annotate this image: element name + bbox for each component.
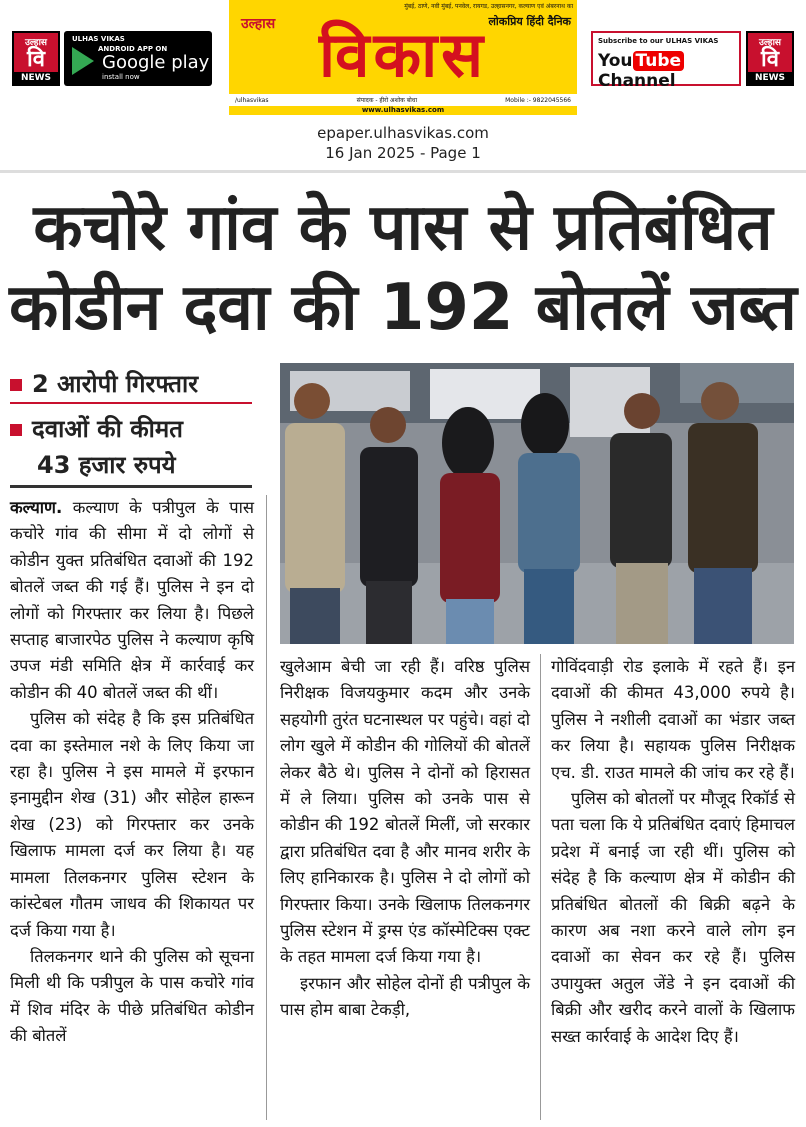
bullets-bottom-rule xyxy=(10,485,252,488)
column-2 xyxy=(280,654,530,1024)
masthead-cities: मुंबई, ठाणे, नवी मुंबई, पनवेल, रायगड, उल्हासनगर, कल्याण एवं अंबरनाथ का xyxy=(404,3,573,10)
column-divider xyxy=(266,495,267,1120)
app-install: install now xyxy=(102,73,140,81)
logo-small-text: उल्हास xyxy=(24,38,47,48)
app-label: ANDROID APP ON xyxy=(98,45,168,53)
header-left xyxy=(12,31,212,86)
masthead-strip xyxy=(229,94,577,106)
bullet-divider xyxy=(10,402,252,404)
bullet-price xyxy=(10,413,183,445)
youtube-channel-text xyxy=(598,51,739,91)
bullet-2-line-1: दवाओं की कीमत xyxy=(32,415,183,443)
column-1-para-2: पुलिस को संदेह है कि इस प्रतिबंधित दवा का इस्तेमाल नशे के लिए किया जा रहा है। पुलिस ने इस मामले में इरफान इनामुद्दीन शेख (31) और सोहेल हारून शेख (23) को गिरफ्तार कर उनके खिलाफ मामला दर्ज कर लिया है। यह मामला तिलकनगर पुलिस स्टेशन के कांस्टेबल गौतम जाधव की शिकायत पर दर्ज किया गया है। xyxy=(10,709,254,940)
paragraph xyxy=(10,495,254,706)
date-page: 16 Jan 2025 - Page 1 xyxy=(325,144,481,162)
ulhas-vikas-logo-right xyxy=(746,31,794,86)
column-1 xyxy=(10,495,254,1050)
play-icon xyxy=(72,47,94,75)
masthead-editor: संपादक - हीरो अशोक बोधा xyxy=(356,97,418,104)
app-store: Google play xyxy=(102,52,210,73)
dateline: कल्याण. xyxy=(10,498,63,517)
headline-line-2: कोडीन दवा की 192 बोतलें जब्त xyxy=(9,271,797,345)
logo-big-text: वि xyxy=(27,47,45,72)
column-3-para-1: गोविंदवाड़ी रोड इलाके में रहते हैं। इन दवाओं की कीमत 43,000 रुपये है। पुलिस ने नशीली दवाओं का भंडार जब्त कर लिया है। सहायक पुलिस निरीक्षक एच. डी. राउत मामले की जांच कर रहे हैं। xyxy=(551,657,795,782)
youtube-subscribe-text: Subscribe to our ULHAS VIKAS xyxy=(598,37,719,45)
news-photo xyxy=(280,363,794,644)
bullet-square-icon xyxy=(10,379,22,391)
logo-small-text: उल्हास xyxy=(758,38,781,48)
youtube-you: You xyxy=(598,51,633,71)
column-1-para-3: तिलकनगर थाने की पुलिस को सूचना मिली थी कि पत्रीपुल के पास कचोरे गांव में शिव मंदिर के पीछे प्रतिबंधित कोडीन की बोतलें xyxy=(10,946,254,1046)
masthead-url: www.ulhasvikas.com xyxy=(361,106,445,114)
headline xyxy=(0,188,806,348)
header-separator xyxy=(0,170,806,173)
header-right xyxy=(591,31,794,91)
masthead xyxy=(229,0,577,115)
photo-illustration xyxy=(280,363,794,644)
column-1-para-1: कल्याण के पत्रीपुल के पास कचोरे गांव की सीमा में दो लोगों से कोडीन युक्त प्रतिबंधित दवाओं की 192 बोतलें जब्त की गई हैं। पुलिस ने इन दो लोगों को गिरफ्तार कर लिया है। पिछले सप्ताह बाजारपेठ पुलिस ने कल्याण कृषि उपज मंडी समिति क्षेत्र में कार्रवाई कर कोडीन की 40 बोतलें जब्त की थीं। xyxy=(10,498,255,702)
column-3-para-2: पुलिस को बोतलों पर मौजूद रिकॉर्ड से पता चला कि ये प्रतिबंधित दवाएं हिमाचल प्रदेश में बनाई जा रही थीं। पुलिस को संदेह है कि कल्याण क्षेत्र में कोडीन की प्रतिबंधित बोतलों की बिक्री बढ़ने के कारण अब नशा करने वाले लोग इन दवाओं का सेवन कर रहे हैं। पुलिस उपायुक्त अतुल जेंडे ने इन दवाओं की बिक्री और खरीद करने वालों के खिलाफ सख्त कार्रवाई के आदेश दिए हैं। xyxy=(551,789,795,1046)
bullet-square-icon xyxy=(10,424,22,436)
masthead-social: /ulhasvikas xyxy=(235,96,269,104)
bullet-1-text: 2 आरोपी गिरफ्तार xyxy=(32,370,199,398)
logo-news-text: NEWS xyxy=(14,72,58,84)
youtube-channel-badge[interactable] xyxy=(591,31,741,91)
column-2-para-1: खुलेआम बेची जा रही हैं। वरिष्ठ पुलिस निरीक्षक विजयकुमार कदम और उनके सहयोगी तुरंत घटनास्थल पर पहुंचे। वहां दो लोग खुले में कोडीन की गोलियों की बोतलें लेकर बैठे थे। पुलिस ने दोनों को हिरासत में ले लिया। पुलिस को उनके पास से कोडीन की 192 बोतलें मिलीं, जो सरकार द्वारा प्रतिबंधित दवा है और मानव शरीर के लिए हानिकारक है। पुलिस ने दो लोगों को गिरफ्तार किया। उनके खिलाफ तिलकनगर पुलिस स्टेशन में ड्रग्स एंड कॉस्मेटिक्स एक्ट के तहत मामला दर्ज किया गया है। xyxy=(280,657,530,967)
headline-line-1: कचोरे गांव के पास से प्रतिबंधित xyxy=(33,191,773,265)
bullet-price-line-2: 43 हजार रुपये xyxy=(37,451,176,479)
ulhas-vikas-logo xyxy=(12,31,60,86)
bullet-arrests xyxy=(10,368,198,400)
youtube-tube: Tube xyxy=(633,51,685,71)
column-divider xyxy=(540,654,541,1120)
masthead-tagline: लोकप्रिय हिंदी दैनिक xyxy=(488,15,571,28)
masthead-title: विकास xyxy=(318,18,488,91)
column-3 xyxy=(551,654,795,1050)
google-play-badge[interactable] xyxy=(64,31,212,86)
masthead-prefix: उल्हास xyxy=(241,16,276,32)
logo-news-text: NEWS xyxy=(748,72,792,84)
app-brand: ULHAS VIKAS xyxy=(72,35,125,43)
masthead-mobile: Mobile :- 9822045566 xyxy=(505,96,571,104)
column-2-para-2: इरफान और सोहेल दोनों ही पत्रीपुल के पास होम बाबा टेकड़ी, xyxy=(280,973,530,1020)
logo-big-text: वि xyxy=(761,47,779,72)
youtube-channel-word: Channel xyxy=(598,71,676,91)
epaper-site[interactable]: epaper.ulhasvikas.com xyxy=(317,124,489,142)
